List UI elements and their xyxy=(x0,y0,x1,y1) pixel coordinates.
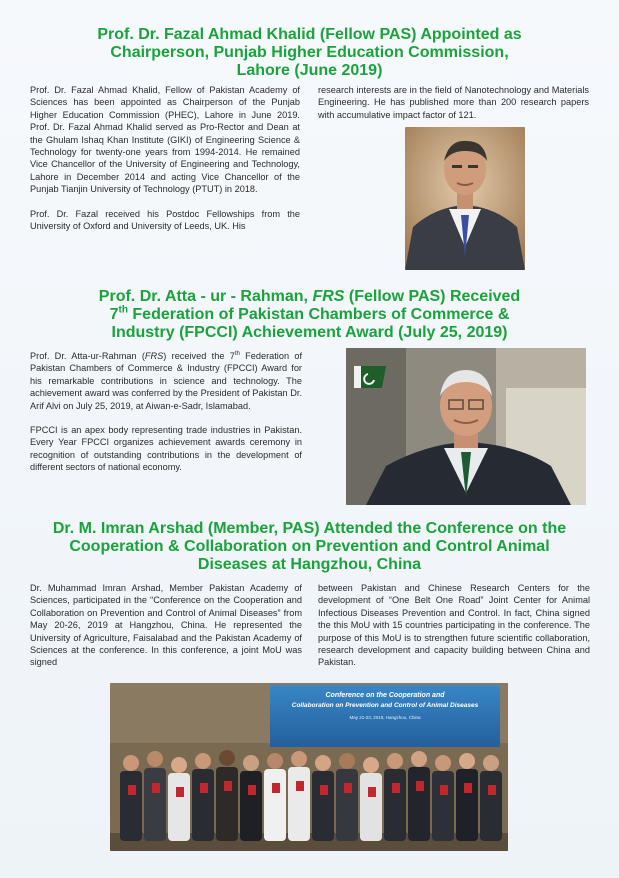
headline-line: Industry (FPCCI) Achievement Award (July 25, 2019) xyxy=(111,324,508,341)
headline-khalid xyxy=(30,26,589,80)
article-khalid-left-column xyxy=(30,84,300,244)
headline-line: Diseases at Hangzhou, China xyxy=(197,556,422,573)
headline-line: Chairperson, Punjab Higher Education Commission, xyxy=(110,44,509,61)
paragraph: Prof. Dr. Fazal Ahmad Khalid, Fellow of Pakistan Academy of Sciences has been appointed as Chairperson of the Punjab Higher Education Commission (PHEC), Lahore in June 2019. Prof. Dr. Fazal Ahmad Khalid served as Pro-Rector and Dean at the Ghulam Ishaq Khan Institute (GIKI) of Engineering Science & Technology for twenty-one years from 1994-2014. He remained Vice Chancellor of the University of Engineering and Technology, Lahore in December 2014 and acting Vice Chancellor of the Punjab Tianjin University of Technology (PTUT) in 2018. xyxy=(30,85,300,195)
text: Prof. Dr. Atta-ur-Rahman ( xyxy=(30,351,145,361)
article-atta-column xyxy=(30,350,302,486)
superscript: th xyxy=(234,350,240,357)
headline-text: Prof. Dr. Atta - ur - Rahman, xyxy=(98,288,313,305)
portrait-khalid xyxy=(405,127,525,270)
text: ) received the 7 xyxy=(163,351,235,361)
headline-text: 7 xyxy=(109,306,119,323)
conference-group-photo xyxy=(110,683,508,851)
headline-frs: FRS xyxy=(312,288,345,305)
paragraph: Prof. Dr. Fazal received his Postdoc Fellowships from the University of Oxford and University of Leeds, UK. His xyxy=(30,208,300,232)
text: Federation of Pakistan Chambers of Commerce & Industry (FPCCI) Award for his remarkable contributions in science and technology. The achievement award was conferred by the President of Pakistan Dr. Arif Alvi on July 25, 2019, at Aiwan-e-Sadr, Islamabad. xyxy=(30,351,302,411)
headline-line: Cooperation & Collaboration on Prevention and Control Animal xyxy=(69,538,550,555)
paragraph xyxy=(30,350,302,412)
headline-line: Dr. M. Imran Arshad (Member, PAS) Attended the Conference on the xyxy=(52,520,567,537)
headline-superscript: th xyxy=(118,304,128,316)
paragraph: Dr. Muhammad Imran Arshad, Member Pakistan Academy of Sciences, participated in the “Conference on the Cooperation and Collaboration on Prevention and Control of Animal Diseases” from May 20-26, 2019 at Hangzhou, China. He represented the University of Agriculture, Faisalabad and the Pakistan Academy of Sciences at the conference. In this conference, a joint MoU was signed xyxy=(30,583,302,668)
paragraph: research interests are in the field of Nanotechnology and Materials Engineering. He has published more than 200 research papers with accumulative impact factor of 121. xyxy=(318,85,589,120)
headline-text: (Fellow PAS) Received xyxy=(344,288,521,305)
headline-line: Prof. Dr. Fazal Ahmad Khalid (Fellow PAS) Appointed as xyxy=(97,26,522,43)
paragraph: FPCCI is an apex body representing trade industries in Pakistan. Every Year FPCCI organizes achievement awards ceremony in recognition of outstanding contributions in the development of different sectors of national economy. xyxy=(30,425,302,473)
paragraph: between Pakistan and Chinese Research Centers for the development of “One Belt One Road” Joint Center for Animal Infectious Diseases Prevention and Control. In fact, China signed the this MoU with 15 countries participating in the conference. The purpose of this MoU is to strengthen future scientific collaboration, research development and capacity building between China and Pakistan. xyxy=(318,583,590,668)
headline-imran-arshad xyxy=(30,520,589,574)
headline-line: Lahore (June 2019) xyxy=(236,62,383,79)
article-arshad-left-column xyxy=(30,582,302,681)
headline-atta-ur-rahman xyxy=(30,288,589,342)
banner-line: May 21-23, 2019, Hangzhou, China xyxy=(349,715,421,720)
portrait-atta-ur-rahman xyxy=(346,348,586,505)
banner-line: Conference on the Cooperation and xyxy=(325,692,445,699)
text-frs: FRS xyxy=(144,351,164,361)
banner-line: Collaboration on Prevention and Control of Animal Diseases xyxy=(291,702,479,709)
headline-text: Federation of Pakistan Chambers of Commerce & xyxy=(127,306,510,323)
article-arshad-right-column xyxy=(318,582,590,681)
article-khalid-right-column xyxy=(318,84,589,133)
